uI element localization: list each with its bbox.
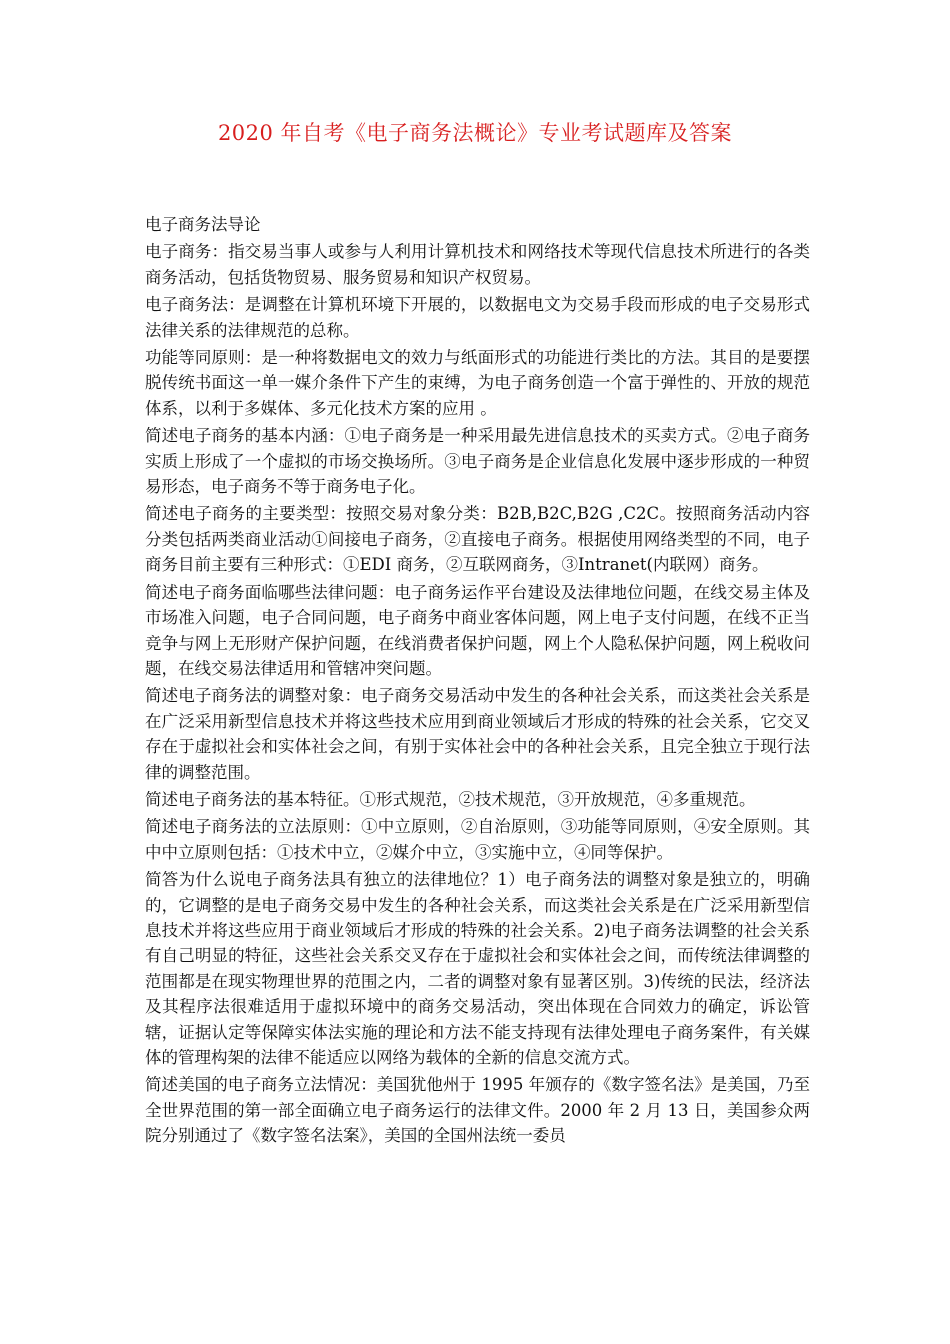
document-title: 2020 年自考《电子商务法概论》专业考试题库及答案	[217, 121, 733, 145]
paragraph-legislative-principles: 简述电子商务法的立法原则：①中立原则，②自治原则，③功能等同原则，④安全原则。其中中立原则包括：①技术中立，②媒介中立，③实施中立，④同等保护。	[145, 817, 810, 862]
paragraph-main-types: 简述电子商务的主要类型：按照交易对象分类：B2B,B2C,B2G ,C2C。按照商务活动内容分类包括两类商业活动①间接电子商务，②直接电子商务。根据使用网络类型的不同，电子商务目前主要有三种形式：①EDI 商务，②互联网商务，③Intranet(内联网）商务。	[145, 504, 810, 575]
paragraph-independent-status: 简答为什么说电子商务法具有独立的法律地位？1）电子商务法的调整对象是独立的，明确的，它调整的是电子商务交易中发生的各种社会关系，而这类社会关系是在广泛采用新型信息技术并将这些应用于商业领域后才形成的特殊的社会关系。2)电子商务法调整的社会关系有自己明显的特征，这些社会关系交叉存在于虚拟社会和实体社会之间，而传统法律调整的范围都是在现实物理世界的范围之内，二者的调整对象有显著区别。3)传统的民法，经济法及其程序法很难适用于虚拟环境中的商务交易活动，突出体现在合同效力的确定，诉讼管辖，证据认定等保障实体法实施的理论和方法不能支持现有法律处理电子商务案件，有关媒体的管理构架的法律不能适应以网络为载体的全新的信息交流方式。	[145, 870, 810, 1067]
paragraph-functional-equivalence: 功能等同原则：是一种将数据电文的效力与纸面形式的功能进行类比的方法。其目的是要摆脱传统书面这一单一媒介条件下产生的束缚，为电子商务创造一个富于弹性的、开放的规范体系，以利于多媒体、多元化技术方案的应用 。	[145, 348, 810, 418]
paragraph-basic-features: 简述电子商务法的基本特征。①形式规范，②技术规范，③开放规范，④多重规范。	[145, 789, 756, 809]
paragraph-us-legislation: 简述美国的电子商务立法情况：美国犹他州于 1995 年颁存的《数字签名法》是美国，乃至全世界范围的第一部全面确立电子商务运行的法律文件。2000 年 2 月 13 日，美国参众两院分别通过了《数字签名法案》，美国的全国州法统一委员	[145, 1075, 810, 1146]
paragraph-definition-ecommerce-law: 电子商务法：是调整在计算机环境下开展的，以数据电文为交易手段而形成的电子交易形式法律关系的法律规范的总称。	[145, 295, 810, 340]
paragraph-legal-issues: 简述电子商务面临哪些法律问题：电子商务运作平台建设及法律地位问题，在线交易主体及市场准入问题，电子合同问题，电子商务中商业客体问题，网上电子支付问题，在线不正当竞争与网上无形财产保护问题，在线消费者保护问题，网上个人隐私保护问题，网上税收问题，在线交易法律适用和管辖冲突问题。	[145, 582, 810, 678]
paragraph-basic-connotation: 简述电子商务的基本内涵：①电子商务是一种采用最先进信息技术的买卖方式。②电子商务实质上形成了一个虚拟的市场交换场所。③电子商务是企业信息化发展中逐步形成的一种贸易形态，电子商务不等于商务电子化。	[145, 426, 810, 497]
paragraph-definition-ecommerce: 电子商务：指交易当事人或参与人利用计算机技术和网络技术等现代信息技术所进行的各类商务活动，包括货物贸易、服务贸易和知识产权贸易。	[145, 242, 810, 287]
document-body	[145, 212, 810, 1151]
section-heading: 电子商务法导论	[145, 215, 261, 234]
paragraph-regulated-objects: 简述电子商务法的调整对象：电子商务交易活动中发生的各种社会关系，而这类社会关系是在广泛采用新型信息技术并将这些技术应用到商业领域后才形成的特殊的社会关系，它交叉存在于虚拟社会和实体社会之间，有别于实体社会中的各种社会关系，且完全独立于现行法律的调整范围。	[145, 686, 810, 782]
